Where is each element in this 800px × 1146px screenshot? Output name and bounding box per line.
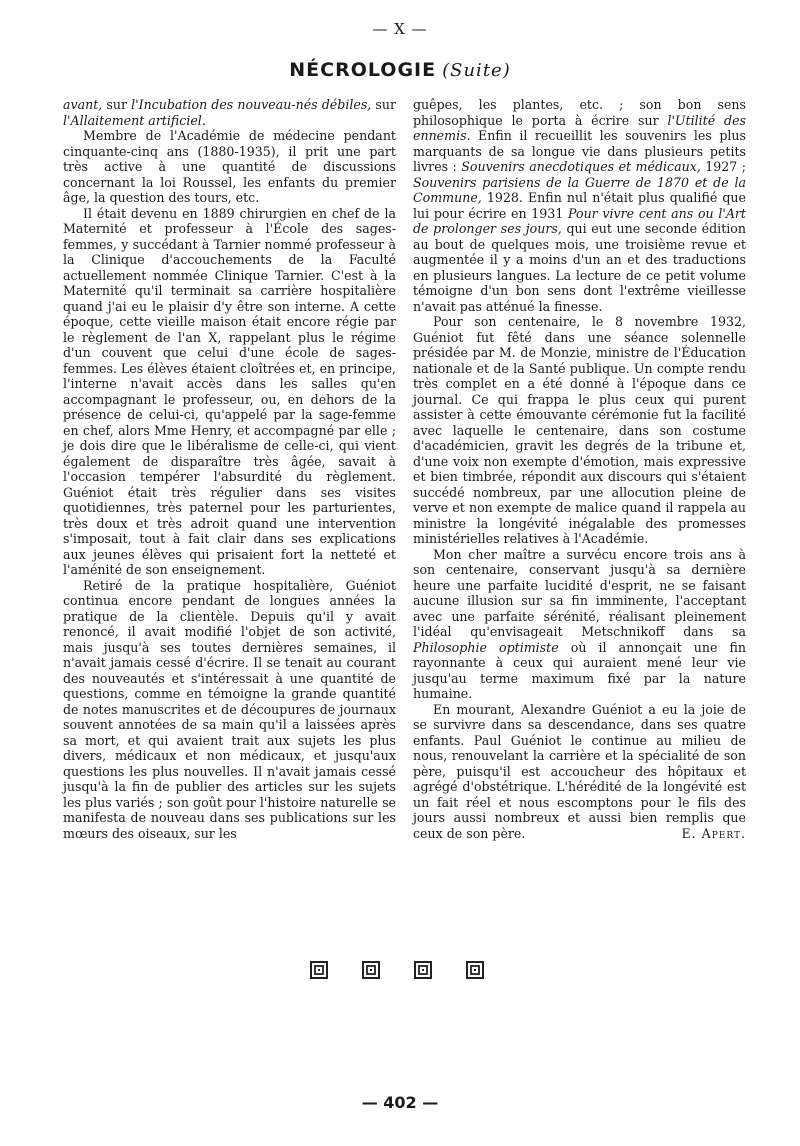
right-paragraph-1 xyxy=(413,97,746,314)
author-signature: E. Apert. xyxy=(681,825,746,841)
italic-incubation: l'Incubation des nouveau-nés débiles, xyxy=(131,97,372,112)
left-column xyxy=(63,97,396,841)
page-number: — 402 — xyxy=(361,1093,439,1112)
right-paragraph-3 xyxy=(413,547,746,702)
left-paragraph-1 xyxy=(63,97,396,128)
right-column xyxy=(413,97,746,841)
r3-b: où il annonçait une fin rayonnante à ceux qui auraient mené leur vie jusqu'au terme maximum fixé par la nature humaine. xyxy=(413,639,746,701)
left-paragraph-4: Retiré de la pratique hospitalière, Guéniot continua encore pendant de longues années la pratique de la clientèle. Depuis qu'il y avait renoncé, il avait modifié l'objet de son activité, mais jusqu'à ses toutes dernières semaines, il n'avait jamais cessé d'écrire. Il se tenait au courant des nouveautés et s'intéressait à une quantité de questions, comme en témoigne la grande quantité de notes manuscrites et de découpures de journaux souvent annotées de sa main qu'il a laissées après sa mort, et qui avaient trait aux sujets les plus divers, médicaux et non médicaux, et jusqu'aux questions les plus nouvelles. Il n'avait jamais cessé jusqu'à la fin de publier des articles sur les sujets les plus variés ; son goût pour l'histoire naturelle se manifesta de nouveau dans ses publications sur les mœurs des oiseaux, sur les xyxy=(63,577,396,841)
left-paragraph-2: Membre de l'Académie de médecine pendant cinquante-cinq ans (1880-1935), il prit une part très active à une quantité de discussions concernant la loi Roussel, les enfants du premier âge, la question des tours, etc. xyxy=(63,128,396,205)
title-main: NÉCROLOGIE xyxy=(289,59,437,81)
right-paragraph-4: En mourant, Alexandre Guéniot a eu la joie de se survivre dans sa descendance, dans ses quatre enfants. Paul Guéniot le continue au milieu de nous, renouvelant la carrière et la spécialité de son père, puisqu'il est accoucheur des hôpitaux et agrégé d'obstétrique. L'hérédité de la longévité est un fait réel et nous escomptons pour le fils des jours aussi nombreux et aussi bien remplis que ceux de son père. xyxy=(413,701,746,841)
r1-b: Enfin il recueillit les souvenirs les plus marquants de sa longue vie dans plusieurs petits livres : xyxy=(413,128,746,174)
square-spiral-ornament-icon xyxy=(310,961,328,979)
square-spiral-ornament-icon xyxy=(362,961,380,979)
left-paragraph-3: Il était devenu en 1889 chirurgien en chef de la Maternité et professeur à l'École des sages-femmes, y succédant à Tarnier nommé professeur à la Clinique d'accouchements de la Faculté actuellement nommée Clinique Tarnier. C'est à la Maternité qu'il terminait sa carrière hospitalière quand j'ai eu le plaisir d'y être son interne. A cette époque, cette vieille maison était encore régie par le règlement de l'an X, rappelant plus le régime d'un couvent que celui d'une école de sages-femmes. Les élèves étaient cloîtrées et, en principe, l'interne n'avait accès dans les salles qu'en accompagnant le professeur, ou, en dehors de la présence de celui-ci, qu'appelé par la sage-femme en chef, alors Mme Henry, et accompagné par elle ; je dois dire que le libéralisme de celle-ci, qui vient également de disparaître très âgée, savait à l'occasion tempérer l'absurdité du règlement. Guéniot était très régulier dans ses visites quotidiennes, très paternel pour les parturientes, très doux et très adroit quand une intervention s'imposait, tout à fait clair dans ses explications aux jeunes élèves qui prisaient fort la netteté et l'aménité de son enseignement. xyxy=(63,205,396,577)
r3-italic-philosophie: Philosophie optimiste xyxy=(413,639,559,655)
square-spiral-ornament-icon xyxy=(414,961,432,979)
r1-italic-souvenirs-parisiens: Souvenirs parisiens de la Guerre de 1870 et de la Commune, xyxy=(413,174,746,205)
r1-italic-pour-vivre: Pour vivre cent ans ou l'Art de prolonger ses jours, xyxy=(413,205,746,236)
square-spiral-ornament-icon xyxy=(466,961,484,979)
text-sur-1: sur xyxy=(102,97,132,112)
page-header-roman: — X — xyxy=(372,20,428,38)
italic-allaitement: l'Allaitement artificiel. xyxy=(63,112,206,128)
ornament-row xyxy=(0,961,800,985)
r1-c: 1927 ; xyxy=(700,159,746,174)
r1-italic-souvenirs-anecdotiques: Souvenirs anecdotiques et médicaux, xyxy=(461,159,701,174)
r1-italic-utilite: l'Utilité des ennemis. xyxy=(413,112,746,143)
r1-d: 1928. Enfin nul n'était plus qualifié que lui pour écrire en 1931 xyxy=(413,190,746,221)
section-title xyxy=(0,59,800,81)
italic-avant: avant, xyxy=(63,97,103,112)
r1-e: qui eut une seconde édition au bout de quelques mois, une troisième revue et augmentée il y a moins d'un an et des traductions en plusieurs langues. La lecture de ce petit volume témoigne d'un bon sens dont l'extrême vieillesse n'avait pas atténué la finesse. xyxy=(413,221,746,314)
title-suite: (Suite) xyxy=(442,60,511,81)
r1-a: guêpes, les plantes, etc. ; son bon sens philosophique le porta à écrire sur xyxy=(413,97,746,128)
r3-a: Mon cher maître a survécu encore trois ans à son centenaire, conservant jusqu'à sa dernière heure une parfaite lucidité d'esprit, ne se faisant aucune illusion sur sa fin imminente, l'acceptant avec une parfaite sérénité, réalisant pleinement l'idéal qu'envisageait Metschnikoff dans sa xyxy=(413,546,746,639)
right-paragraph-2: Pour son centenaire, le 8 novembre 1932, Guéniot fut fêté dans une séance solennelle présidée par M. de Monzie, ministre de l'Éducation nationale et de la Santé publique. Un compte rendu très complet en a été donné à l'époque dans ce journal. Ce qui frappa le plus ceux qui purent assister à cette émouvante cérémonie fut la facilité avec laquelle le centenaire, dans son costume d'académicien, gravit les degrés de la tribune et, d'une voix non exempte d'émotion, mais expressive et bien timbrée, répondit aux discours qui s'étaient succédé nombreux, par une allocution pleine de verve et non exempte de malice quand il rappela au ministre la longévité inégalable des promesses ministérielles relatives à l'Académie. xyxy=(413,314,746,546)
text-sur-2: sur xyxy=(371,97,396,112)
